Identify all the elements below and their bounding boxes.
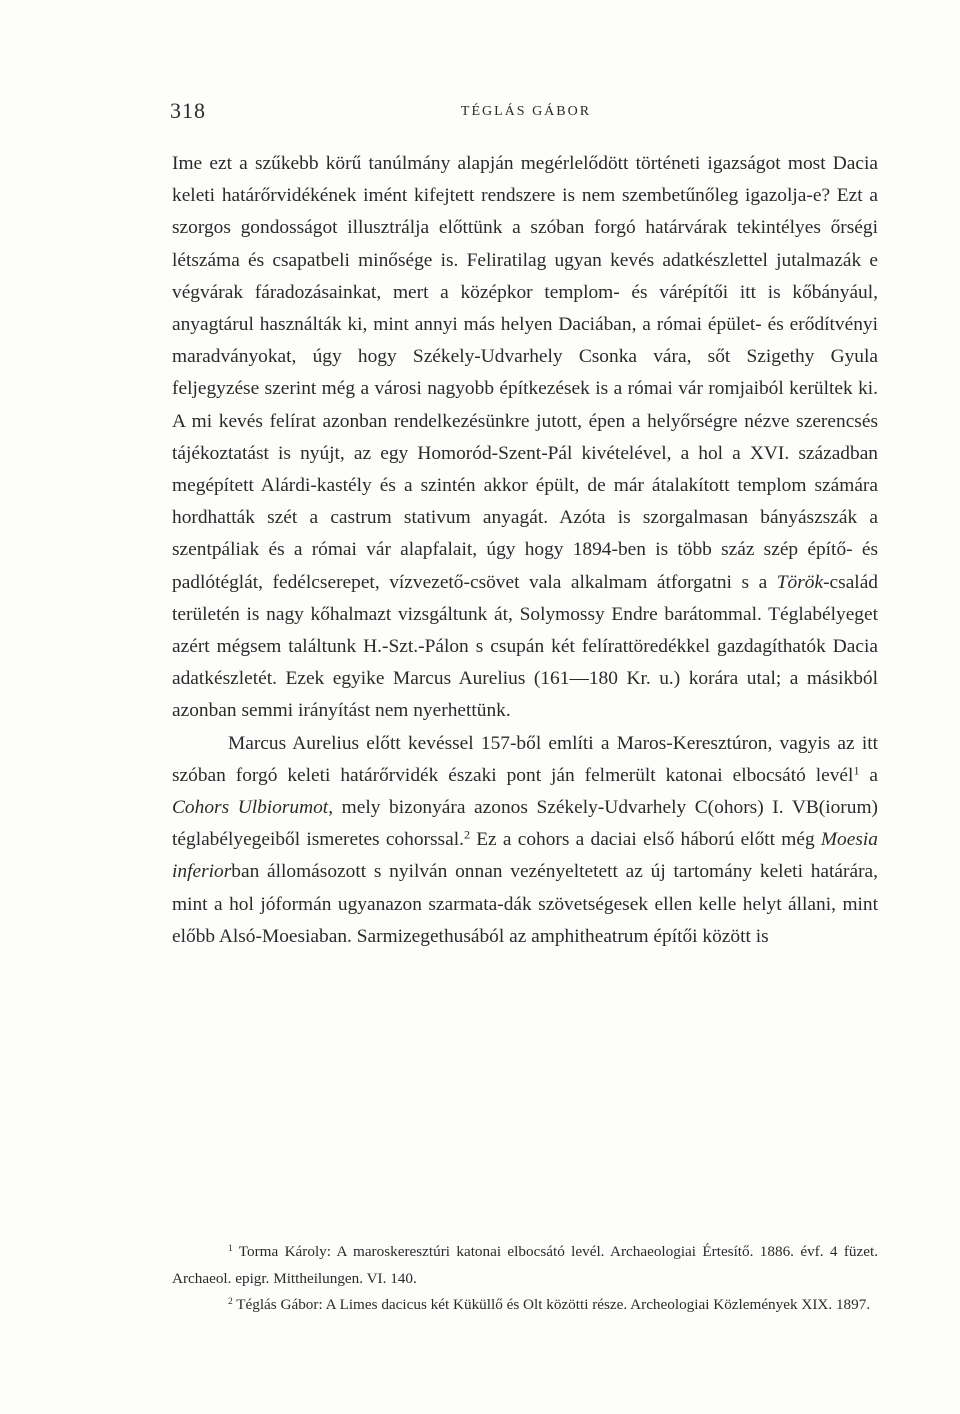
footnote-marker: 2 (463, 827, 470, 842)
footnote-marker: 2 (228, 1297, 233, 1308)
footnote (172, 1292, 878, 1319)
page-number: 318 (170, 98, 206, 123)
paragraph (172, 148, 878, 728)
footnote-marker: 1 (853, 763, 860, 778)
text-run: Téglás Gábor: A Limes dacicus két Küküllő és Olt közötti része. Archeologiai Közlemények XIX. 1897. (232, 1296, 871, 1314)
footnotes (172, 1239, 878, 1319)
text-run: -család területén is nagy kőhalmazt vizsgáltunk át, Solymossy Endre barátommal. Téglabélyeget azért mégsem találtunk H.-Szt.-Pálon s csupán két felírattöredékkel gazdagíthatók Dacia adatkészletét. Ezek egyike Marcus Aurelius (161—180 Kr. u.) korára utal; a másikból azonban semmi irányítást nem nyerhettünk. (172, 571, 878, 722)
page-header (170, 98, 882, 138)
italic-run: Cohors Ulbiorumot (172, 797, 329, 819)
text-run: a (859, 764, 878, 786)
text-run: Marcus Aurelius előtt kevéssel 157-ből említi a Maros-Keresztúron, vagyis az itt szóban forgó keleti határőrvidék északi pont ján felmerült katonai elbocsátó levél (172, 732, 878, 786)
italic-run: Török (776, 571, 824, 593)
italic-run: Moesia inferior (172, 829, 878, 883)
text-run: Ez a cohors a daciai első háború előtt még (469, 829, 821, 851)
footnote-marker: 1 (228, 1243, 233, 1254)
text-run: Ime ezt a szűkebb körű tanúlmány alapján megérlelődött történeti igazságot most Dacia keleti határőrvidékének imént kifejtett rendszere is nem szembetűnőleg igazolja-e? Ezt a szorgos gondosságot illusztrálja előttünk a szóban forgó határvárak tekintélyes őrségi létszáma és csapatbeli minősége is. Feliratilag ugyan kevés adatkészlettel jutalmazák e végvárak fáradozásainkat, mert a középkor templom- és várépítői itt is kőbányául, anyagtárul használták ki, mint annyi más helyen Daciában, a római épület- és erődítvényi maradványokat, úgy hogy Székely-Udvarhely Csonka vára, sőt Szigethy Gyula feljegyzése szerint még a városi nagyobb építkezések is a római vár romjaiból kerültek ki. A mi kevés felírat azonban rendelkezésünkre jutott, épen a helyőrségre nézve szerencsés tájékoztatást is nyújt, az egy Homoród-Szent-Pál kivételével, a hol a XVI. században megépített Alárdi-kastély és a szintén akkor épült, de már átalakított templom számára hordhatták szét a castrum stativum anyagát. Azóta is szorgalmasan bányászszák a szentpáliak és a római vár alapfalait, úgy hogy 1894-ben is több száz szép építő- és padlótéglát, fedélcserepet, vízvezető-csövet vala alkalmam átforgatni s a (172, 153, 878, 593)
text-run: ban állomásozott s nyilván onnan vezényeltetett az új tartomány keleti határára, mint a hol jóformán ugyanazon szarmata-dák szövetségesek ellen kelle helyt állani, mint előbb Alsó-Moesiaban. Sarmizegethusából az amphitheatrum építői között is (172, 861, 878, 947)
running-head: TÉGLÁS GÁBOR (460, 104, 592, 119)
footnote (172, 1239, 878, 1292)
body-text (172, 148, 878, 953)
paragraph (172, 728, 878, 953)
text-run: Torma Károly: A maroskeresztúri katonai elbocsátó levél. Archaeologiai Értesítő. 1886. évf. 4 füzet. Archaeol. epigr. Mittheilungen. VI. 140. (172, 1243, 878, 1287)
text-run: , mely bizonyára azonos Székely-Udvarhely C(ohors) I. VB(iorum) téglabélyegeiből ismeretes cohorssal. (172, 797, 878, 851)
